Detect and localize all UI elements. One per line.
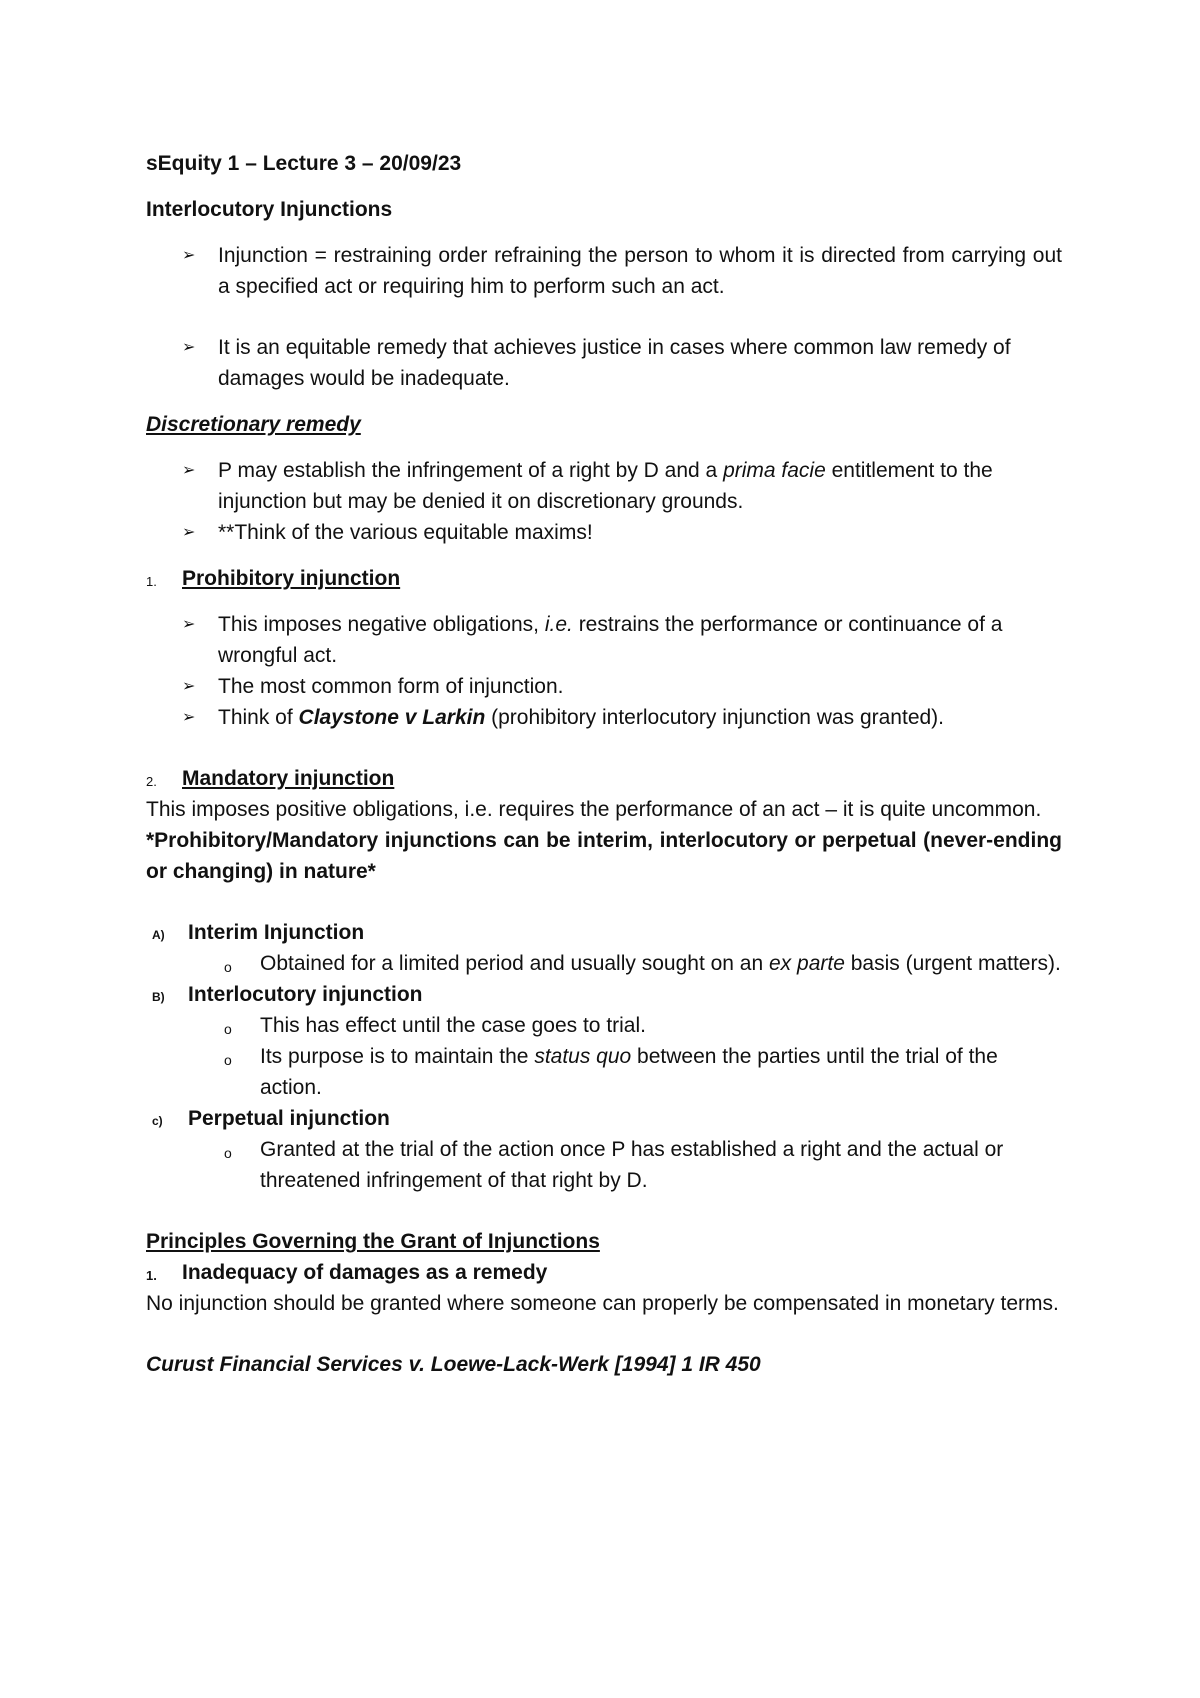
arrow-bullet-icon: ➢ — [182, 339, 196, 356]
heading-text: Interim Injunction — [188, 921, 365, 944]
bullet-text: between the parties until the trial of the action. — [260, 1045, 998, 1099]
document-title: sEquity 1 – Lecture 3 – 20/09/23 — [146, 152, 462, 175]
bullet-equitable-remedy — [146, 332, 1062, 394]
bullet-text: It is an equitable remedy that achieves justice in cases where common law remedy of damages would be inadequate. — [218, 336, 1011, 390]
heading-perpetual-injunction — [146, 1103, 1062, 1134]
italic-term: status quo — [534, 1045, 632, 1068]
bullet-text: This imposes negative obligations, — [218, 613, 545, 636]
heading-text: Mandatory injunction — [182, 767, 395, 790]
heading-interim-injunction — [146, 917, 1062, 948]
italic-term: i.e. — [544, 613, 573, 636]
bullet-most-common — [146, 671, 1062, 702]
section-title-interlocutory: Interlocutory Injunctions — [146, 198, 393, 221]
bullet-prima-facie — [146, 455, 1062, 517]
circle-bullet-icon: o — [224, 959, 232, 975]
heading-prohibitory-injunction — [146, 563, 1062, 594]
injunction-types-note: *Prohibitory/Mandatory injunctions can be interim, interlocutory or perpetual (never-ending or changing) in nature* — [146, 829, 1062, 883]
heading-discretionary-remedy: Discretionary remedy — [146, 413, 361, 436]
list-letter: A) — [152, 928, 165, 942]
bullet-text: Injunction = restraining order refraining the person to whom it is directed from carrying out a specified act or requiring him to perform such an act. — [218, 244, 1062, 298]
list-letter: c) — [152, 1114, 163, 1128]
bullet-negative-obligations — [146, 609, 1062, 671]
bullet-claystone-case — [146, 702, 1062, 733]
list-number: 1. — [146, 574, 157, 589]
bullet-text: (prohibitory interlocutory injunction was granted). — [485, 706, 944, 729]
heading-mandatory-injunction — [146, 763, 1062, 794]
bullet-text: Obtained for a limited period and usually sought on an — [260, 952, 769, 975]
sub-bullet-status-quo — [146, 1041, 1062, 1103]
case-name: Claystone v Larkin — [298, 706, 486, 729]
bullet-text: entitlement to the injunction but may be denied it on discretionary grounds. — [218, 459, 993, 513]
italic-term: prima facie — [723, 459, 826, 482]
mandatory-body: This imposes positive obligations, i.e. requires the performance of an act – it is quite uncommon. — [146, 798, 1042, 821]
principles-body: No injunction should be granted where someone can properly be compensated in monetary terms. — [146, 1292, 1059, 1315]
circle-bullet-icon: o — [224, 1052, 232, 1068]
heading-text: Prohibitory injunction — [182, 567, 401, 590]
arrow-bullet-icon: ➢ — [182, 524, 196, 541]
list-number: 2. — [146, 774, 157, 789]
bullet-text: basis (urgent matters). — [844, 952, 1061, 975]
sub-bullet-perpetual — [146, 1134, 1062, 1196]
arrow-bullet-icon: ➢ — [182, 616, 196, 633]
arrow-bullet-icon: ➢ — [182, 678, 196, 695]
document-page — [146, 148, 1062, 1380]
heading-text: Perpetual injunction — [188, 1107, 390, 1130]
bullet-text: Its purpose is to maintain the — [260, 1045, 535, 1068]
bullet-injunction-definition — [146, 240, 1062, 302]
arrow-bullet-icon: ➢ — [182, 709, 196, 726]
bullet-text: restrains the performance or continuance of a wrongful act. — [218, 613, 1003, 667]
heading-text: Interlocutory injunction — [188, 983, 423, 1006]
bullet-text: Granted at the trial of the action once P has established a right and the actual or threatened infringement of that right by D. — [260, 1138, 1004, 1192]
italic-term: ex parte — [769, 952, 845, 975]
heading-text: Inadequacy of damages as a remedy — [182, 1261, 548, 1284]
heading-inadequacy-of-damages — [146, 1257, 1062, 1288]
bullet-text: **Think of the various equitable maxims! — [218, 521, 593, 544]
bullet-text: Think of — [218, 706, 299, 729]
circle-bullet-icon: o — [224, 1021, 232, 1037]
bullet-text: The most common form of injunction. — [218, 675, 564, 698]
sub-bullet-until-trial — [146, 1010, 1062, 1041]
bullet-equitable-maxims — [146, 517, 1062, 548]
list-letter: B) — [152, 990, 165, 1004]
heading-principles: Principles Governing the Grant of Injunctions — [146, 1230, 600, 1253]
circle-bullet-icon: o — [224, 1145, 232, 1161]
arrow-bullet-icon: ➢ — [182, 462, 196, 479]
bullet-text: P may establish the infringement of a right by D and a — [218, 459, 724, 482]
sub-bullet-interim — [146, 948, 1062, 979]
arrow-bullet-icon: ➢ — [182, 247, 196, 264]
bullet-text: This has effect until the case goes to trial. — [260, 1014, 646, 1037]
case-citation-curust: Curust Financial Services v. Loewe-Lack-Werk [1994] 1 IR 450 — [146, 1353, 761, 1376]
heading-interlocutory-injunction — [146, 979, 1062, 1010]
list-number: 1. — [146, 1268, 157, 1283]
